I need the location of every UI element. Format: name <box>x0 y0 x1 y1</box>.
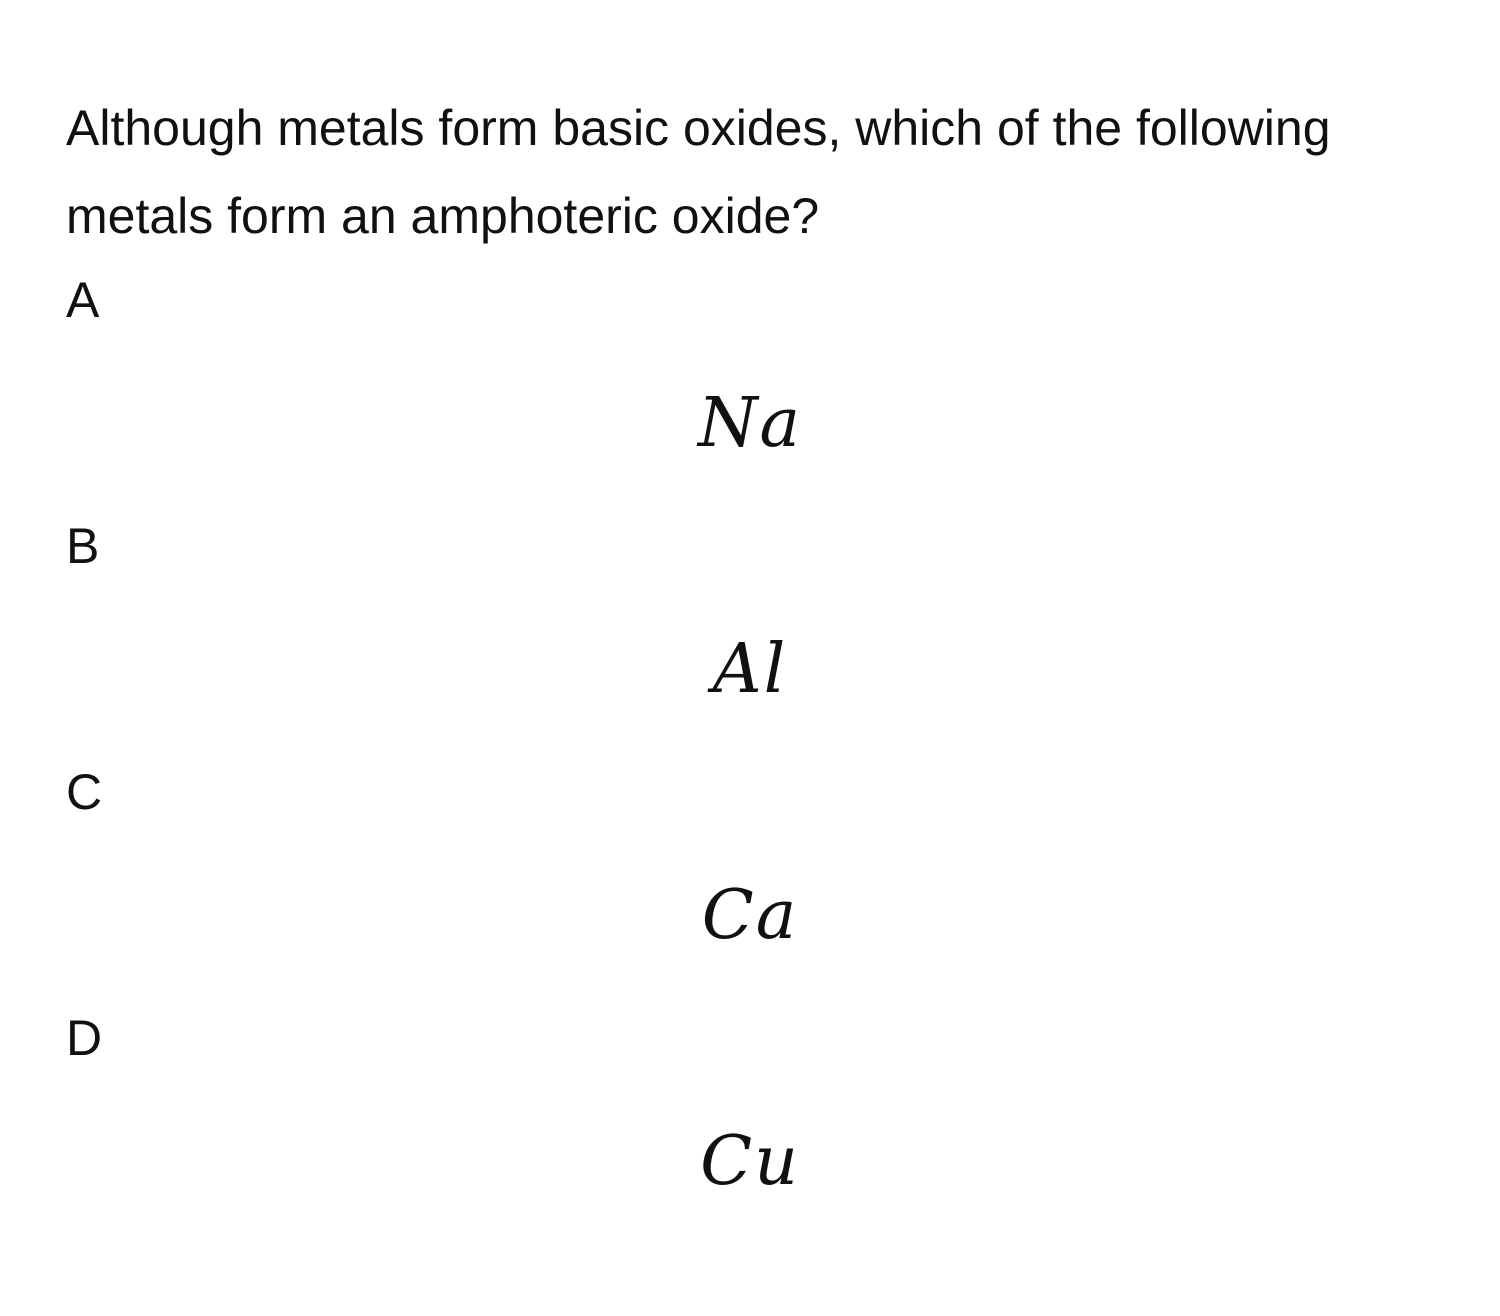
option-formula: Na <box>697 384 803 463</box>
option-formula: Ca <box>701 876 799 955</box>
option-formula: Cu <box>700 1122 800 1201</box>
option-letter: D <box>66 1010 103 1066</box>
option-d[interactable] <box>0 1006 1500 1252</box>
option-formula: Al <box>712 630 788 709</box>
option-letter: A <box>66 272 100 328</box>
option-c[interactable] <box>0 760 1500 1006</box>
option-b[interactable] <box>0 514 1500 760</box>
option-letter: B <box>66 518 100 574</box>
question-text: Although metals form basic oxides, which of the following metals form an amphoteric oxide? <box>66 100 1331 244</box>
option-a[interactable] <box>0 268 1500 514</box>
option-letter: C <box>66 764 103 820</box>
options-list <box>0 268 1500 1252</box>
